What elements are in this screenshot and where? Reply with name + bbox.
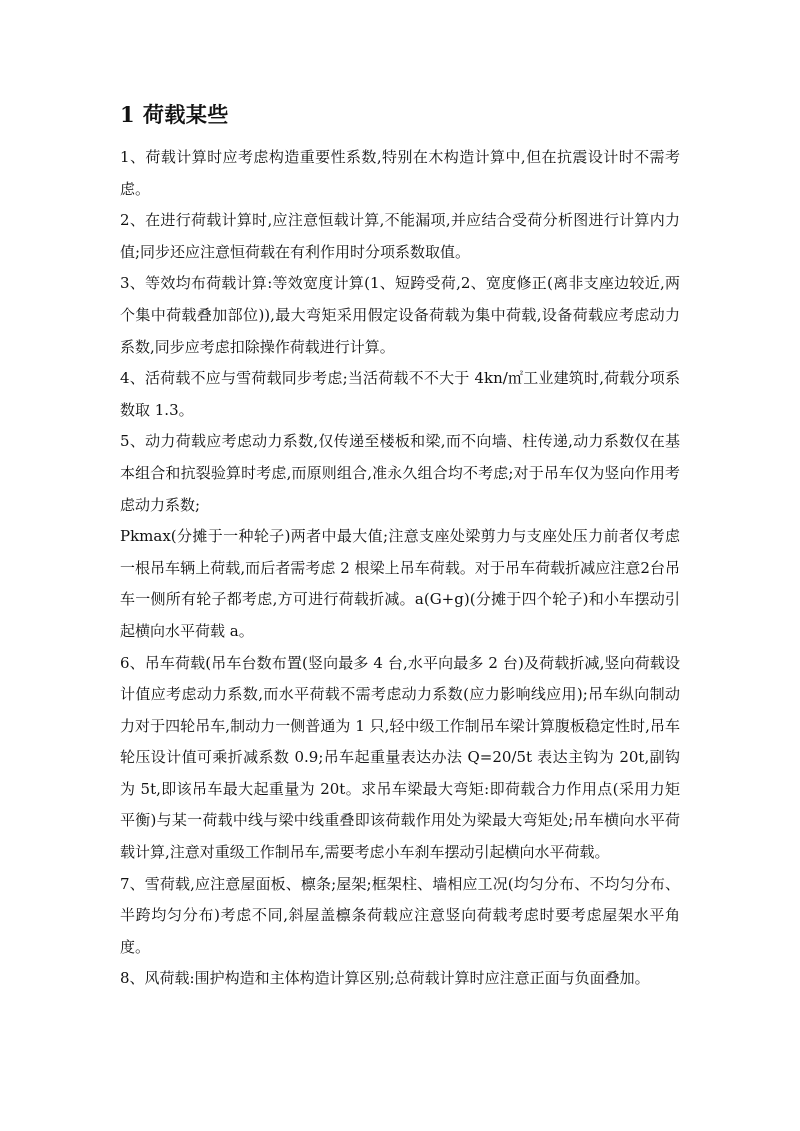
document-body [120, 142, 680, 995]
paragraph-7: 7、雪荷载,应注意屋面板、檩条;屋架;框架柱、墙相应工况(均匀分布、不均匀分布、半跨均匀分布)考虑不同,斜屋盖檩条荷载应注意竖向荷载考虑时要考虑屋架水平角度。 [120, 874, 680, 956]
paragraph-1: 1、荷载计算时应考虑构造重要性系数,特别在木构造计算中,但在抗震设计时不需考虑。 [120, 148, 680, 198]
section-title: 1 荷载某些 [120, 102, 229, 127]
paragraph-5-continued: Pkmax(分摊于一种轮子)两者中最大值;注意支座处梁剪力与支座处压力前者仅考虑一根吊车辆上荷载,而后者需考虑 2 根梁上吊车荷载。对于吊车荷载折减应注意2台吊车一侧所有轮子都考虑,方可进行荷载折减。a(G+g)(分摊于四个轮子)和小车摆动引起横向水平荷载 a。 [120, 527, 680, 640]
paragraph-8: 8、风荷载:围护构造和主体构造计算区别;总荷载计算时应注意正面与负面叠加。 [120, 969, 650, 988]
paragraph-3: 3、等效均布荷载计算:等效宽度计算(1、短跨受荷,2、宽度修正(离非支座边较近,两个集中荷载叠加部位)),最大弯矩采用假定设备荷载为集中荷载,设备荷载应考虑动力系数,同步应考虑扣除操作荷载进行计算。 [120, 274, 680, 356]
paragraph-6: 6、吊车荷载(吊车台数布置(竖向最多 4 台,水平向最多 2 台)及荷载折减,竖向荷载设计值应考虑动力系数,而水平荷载不需考虑动力系数(应力影响线应用);吊车纵向制动力对于四轮吊车,制动力一侧普通为 1 只,轻中级工作制吊车梁计算腹板稳定性时,吊车轮压设计值可乘折减系数 0.9;吊车起重量表达办法 Q=20/5t 表达主钩为 20t,副钩为 5t,即该吊车最大起重量为 20t。求吊车梁最大弯矩:即荷载合力作用点(采用力矩平衡)与某一荷载中线与梁中线重叠即该荷载作用处为梁最大弯矩处;吊车横向水平荷载计算,注意对重级工作制吊车,需要考虑小车刹车摆动引起横向水平荷载。 [120, 653, 680, 862]
paragraph-2: 2、在进行荷载计算时,应注意恒载计算,不能漏项,并应结合受荷分析图进行计算内力值;同步还应注意恒荷载在有利作用时分项系数取值。 [120, 211, 680, 261]
paragraph-4: 4、活荷载不应与雪荷载同步考虑;当活荷载不不大于 4kn/㎡工业建筑时,荷载分项系数取 1.3。 [120, 369, 680, 419]
paragraph-5: 5、动力荷载应考虑动力系数,仅传递至楼板和梁,而不向墙、柱传递,动力系数仅在基本组合和抗裂验算时考虑,而原则组合,准永久组合均不考虑;对于吊车仅为竖向作用考虑动力系数; [120, 432, 680, 514]
